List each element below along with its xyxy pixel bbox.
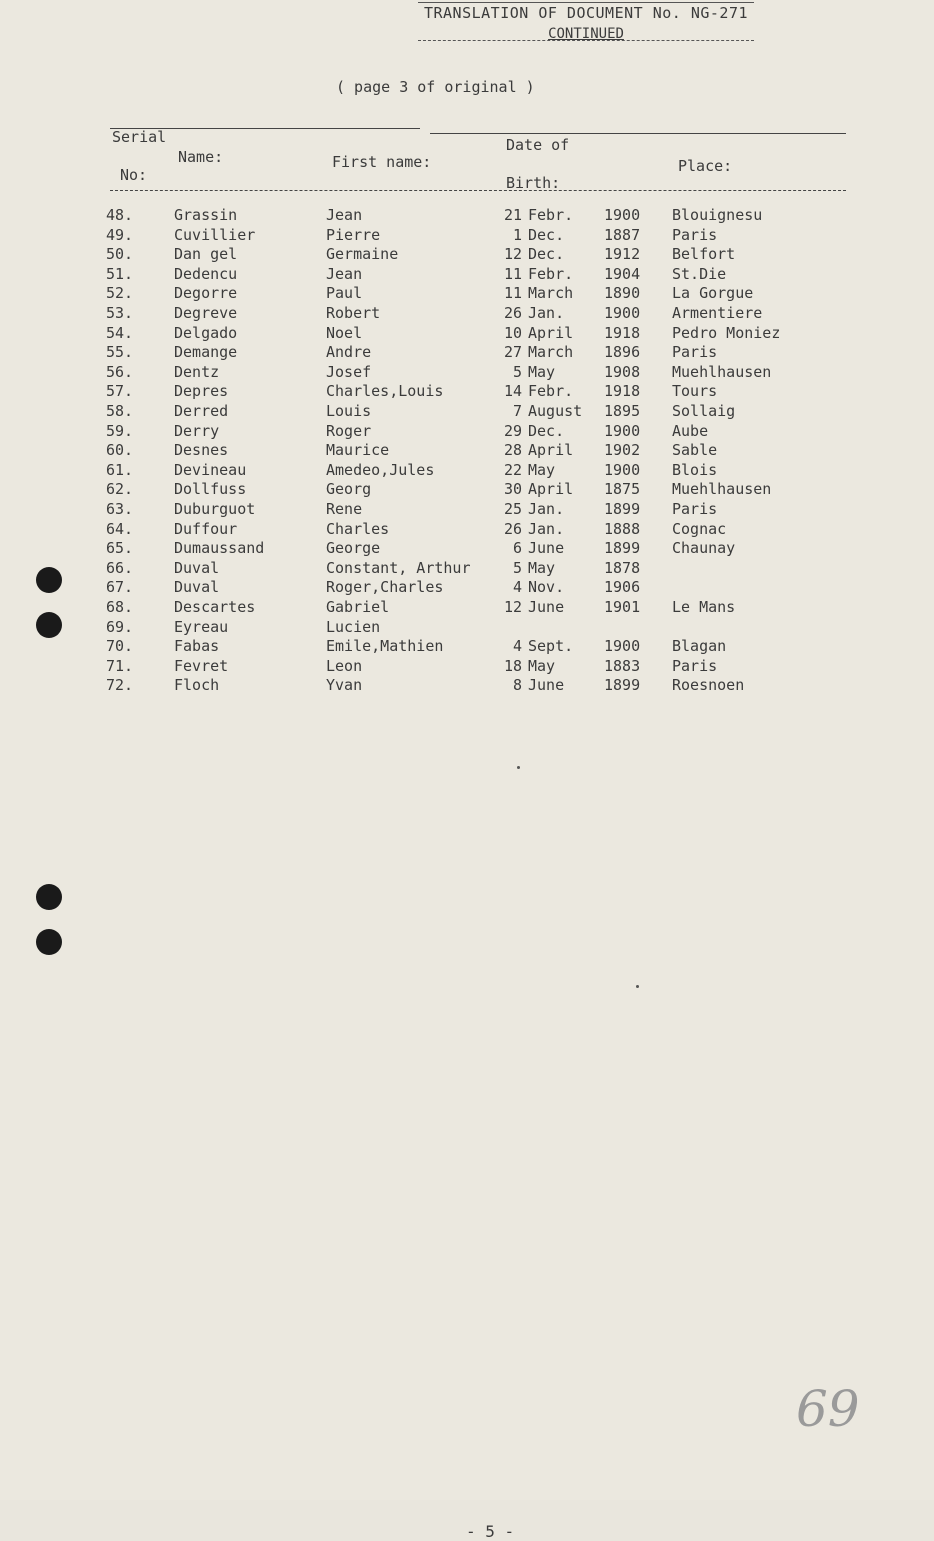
serial-number: 68. [106,598,134,616]
birth-month: Jan. [528,304,565,322]
birth-place: Roesnoen [672,676,745,695]
birth-day: 25 [503,500,522,518]
birth-day: 10 [503,323,522,342]
birth-day: 21 [503,206,522,224]
birth-year: 1900 [604,421,641,440]
birth-year: 1899 [604,676,641,695]
birth-day: 26 [503,304,522,322]
table-row [0,558,934,578]
birth-place: St.Die [672,264,727,283]
serial-number: 67. [106,578,134,597]
table-row [0,499,934,519]
birth-day: 7 [512,402,522,420]
birth-month: Jan. [528,519,565,538]
surname: Fevret [174,656,229,675]
birth-year: 1896 [604,343,641,362]
table-row [0,264,934,284]
birth-day: 12 [503,245,522,264]
serial-number: 65. [106,539,134,558]
birth-place: Chaunay [672,539,736,558]
birth-month: May [528,558,556,577]
table-row [0,675,934,695]
birth-month: Febr. [528,206,574,224]
birth-place: Sollaig [672,402,736,420]
birth-place: Le Mans [672,598,736,616]
first-name: Jean [326,264,363,283]
birth-year: 1900 [604,206,641,224]
birth-year: 1900 [604,304,641,322]
first-name: Lucien [326,617,381,636]
header-rule [418,40,754,41]
table-row [0,577,934,597]
birth-year: 1883 [604,656,641,675]
first-name: Yvan [326,676,363,695]
birth-place: La Gorgue [672,284,754,303]
first-name: Rene [326,500,363,518]
surname: Duval [174,558,220,577]
serial-number: 71. [106,656,134,675]
table-row [0,323,934,343]
table-row [0,479,934,499]
birth-year: 1890 [604,284,641,303]
serial-number: 72. [106,676,134,695]
first-name: George [326,539,381,558]
birth-day: 12 [503,598,522,616]
first-name: Leon [326,656,363,675]
surname: Devineau [174,460,247,479]
surname: Depres [174,382,229,401]
birth-year: 1899 [604,500,641,518]
col-header-no: No: [120,166,148,184]
birth-day: 18 [503,656,522,675]
birth-day: 4 [512,578,522,597]
birth-place: Blagan [672,637,727,656]
col-header-serial: Serial [112,128,167,146]
birth-place: Blouignesu [672,206,763,224]
first-name: Georg [326,480,372,499]
serial-number: 54. [106,323,134,342]
birth-month: May [528,656,556,675]
first-name: Germaine [326,245,399,264]
table-top-rule-right [430,133,846,134]
surname: Floch [174,676,220,695]
surname: Grassin [174,206,238,224]
birth-day: 29 [503,421,522,440]
surname: Dentz [174,362,220,381]
serial-number: 60. [106,441,134,460]
table-row [0,283,934,303]
original-page-note: ( page 3 of original ) [336,78,535,96]
serial-number: 66. [106,558,134,577]
birth-year: 1878 [604,558,641,577]
serial-number: 52. [106,284,134,303]
birth-year: 1908 [604,362,641,381]
serial-number: 61. [106,460,134,479]
birth-month: August [528,402,583,420]
first-name: Maurice [326,441,390,460]
first-name: Pierre [326,225,381,244]
surname: Duval [174,578,220,597]
first-name: Emile,Mathien [326,637,444,656]
table-row [0,421,934,441]
serial-number: 55. [106,343,134,362]
birth-place: Pedro Moniez [672,323,781,342]
first-name: Gabriel [326,598,390,616]
birth-month: May [528,460,556,479]
birth-month: June [528,539,565,558]
table-row [0,519,934,539]
birth-place: Cognac [672,519,727,538]
birth-day: 6 [512,539,522,558]
first-name: Roger,Charles [326,578,444,597]
surname: Dumaussand [174,539,265,558]
table-row [0,460,934,480]
birth-day: 4 [512,637,522,656]
first-name: Charles,Louis [326,382,444,401]
birth-place: Blois [672,460,718,479]
serial-number: 51. [106,264,134,283]
document-title: TRANSLATION OF DOCUMENT No. NG-271 [418,2,754,22]
table-row [0,440,934,460]
table-row [0,617,934,637]
birth-month: Sept. [528,637,574,656]
document-header [418,2,754,42]
surname: Dedencu [174,264,238,283]
birth-day: 28 [503,441,522,460]
first-name: Constant, Arthur [326,558,471,577]
serial-number: 50. [106,245,134,264]
birth-month: Febr. [528,264,574,283]
first-name: Robert [326,304,381,322]
birth-year: 1906 [604,578,641,597]
birth-place: Muehlhausen [672,480,772,499]
birth-day: 30 [503,480,522,499]
first-name: Paul [326,284,363,303]
table-row [0,597,934,617]
first-name: Andre [326,343,372,362]
table-row [0,303,934,323]
birth-day: 11 [503,264,522,283]
birth-month: April [528,480,574,499]
birth-place: Muehlhausen [672,362,772,381]
speck [517,766,520,769]
surname: Descartes [174,598,256,616]
birth-month: June [528,598,565,616]
table-row [0,225,934,245]
birth-month: March [528,343,574,362]
birth-place: Paris [672,225,718,244]
serial-number: 56. [106,362,134,381]
birth-month: Dec. [528,225,565,244]
serial-number: 49. [106,225,134,244]
document-subtitle: CONTINUED [548,26,624,42]
birth-place: Paris [672,343,718,362]
surname: Derred [174,402,229,420]
birth-day: 22 [503,460,522,479]
birth-year: 1904 [604,264,641,283]
serial-number: 59. [106,421,134,440]
speck [636,985,639,988]
surname: Cuvillier [174,225,256,244]
table-row [0,244,934,264]
birth-day: 1 [512,225,522,244]
col-header-birth: Birth: [506,174,561,192]
first-name: Josef [326,362,372,381]
surname: Duburguot [174,500,256,518]
surname: Eyreau [174,617,229,636]
table-row [0,401,934,421]
birth-year: 1902 [604,441,641,460]
serial-number: 63. [106,500,134,518]
birth-year: 1900 [604,460,641,479]
table-row [0,656,934,676]
punch-hole [36,884,62,910]
birth-place: Paris [672,500,718,518]
birth-day: 27 [503,343,522,362]
punch-hole [36,567,62,593]
birth-year: 1887 [604,225,641,244]
serial-number: 53. [106,304,134,322]
birth-place: Aube [672,421,709,440]
surname: Fabas [174,637,220,656]
birth-place: Armentiere [672,304,763,322]
birth-month: Dec. [528,421,565,440]
table-row [0,205,934,225]
surname: Delgado [174,323,238,342]
surname: Dan gel [174,245,238,264]
serial-number: 58. [106,402,134,420]
first-name: Jean [326,206,363,224]
birth-year: 1899 [604,539,641,558]
punch-hole [36,929,62,955]
punch-hole [36,612,62,638]
birth-year: 1888 [604,519,641,538]
table-row [0,362,934,382]
first-name: Amedeo,Jules [326,460,435,479]
birth-month: March [528,284,574,303]
birth-month: June [528,676,565,695]
birth-day: 8 [512,676,522,695]
birth-year: 1912 [604,245,641,264]
birth-day: 5 [512,558,522,577]
birth-place: Sable [672,441,718,460]
table-header-bottom-rule [110,190,846,191]
birth-month: May [528,362,556,381]
first-name: Roger [326,421,372,440]
serial-number: 70. [106,637,134,656]
birth-place: Belfort [672,245,736,264]
handwritten-page-number: 69 [796,1380,860,1438]
birth-year: 1900 [604,637,641,656]
surname: Duffour [174,519,238,538]
surname: Dollfuss [174,480,247,499]
birth-month: April [528,441,574,460]
birth-day: 26 [503,519,522,538]
surname: Desnes [174,441,229,460]
first-name: Charles [326,519,390,538]
serial-number: 62. [106,480,134,499]
serial-number: 64. [106,519,134,538]
surname: Derry [174,421,220,440]
table-row [0,636,934,656]
page-number: - 5 - [466,1522,515,1541]
birth-month: Dec. [528,245,565,264]
birth-month: April [528,323,574,342]
col-header-place: Place: [678,157,733,175]
table-row [0,342,934,362]
table-row [0,381,934,401]
birth-day: 14 [503,382,522,401]
table-row [0,538,934,558]
serial-number: 57. [106,382,134,401]
birth-day: 5 [512,362,522,381]
col-header-name: Name: [178,148,224,166]
first-name: Noel [326,323,363,342]
birth-month: Nov. [528,578,565,597]
surname: Degorre [174,284,238,303]
serial-number: 69. [106,617,134,636]
birth-month: Jan. [528,500,565,518]
birth-place: Tours [672,382,718,401]
surname: Degreve [174,304,238,322]
serial-number: 48. [106,206,134,224]
birth-month: Febr. [528,382,574,401]
birth-day: 11 [503,284,522,303]
surname: Demange [174,343,238,362]
col-header-first-name: First name: [332,153,432,171]
first-name: Louis [326,402,372,420]
birth-year: 1875 [604,480,641,499]
col-header-date-of: Date of [506,136,570,154]
birth-year: 1918 [604,382,641,401]
birth-year: 1895 [604,402,641,420]
birth-year: 1901 [604,598,641,616]
birth-year: 1918 [604,323,641,342]
birth-place: Paris [672,656,718,675]
